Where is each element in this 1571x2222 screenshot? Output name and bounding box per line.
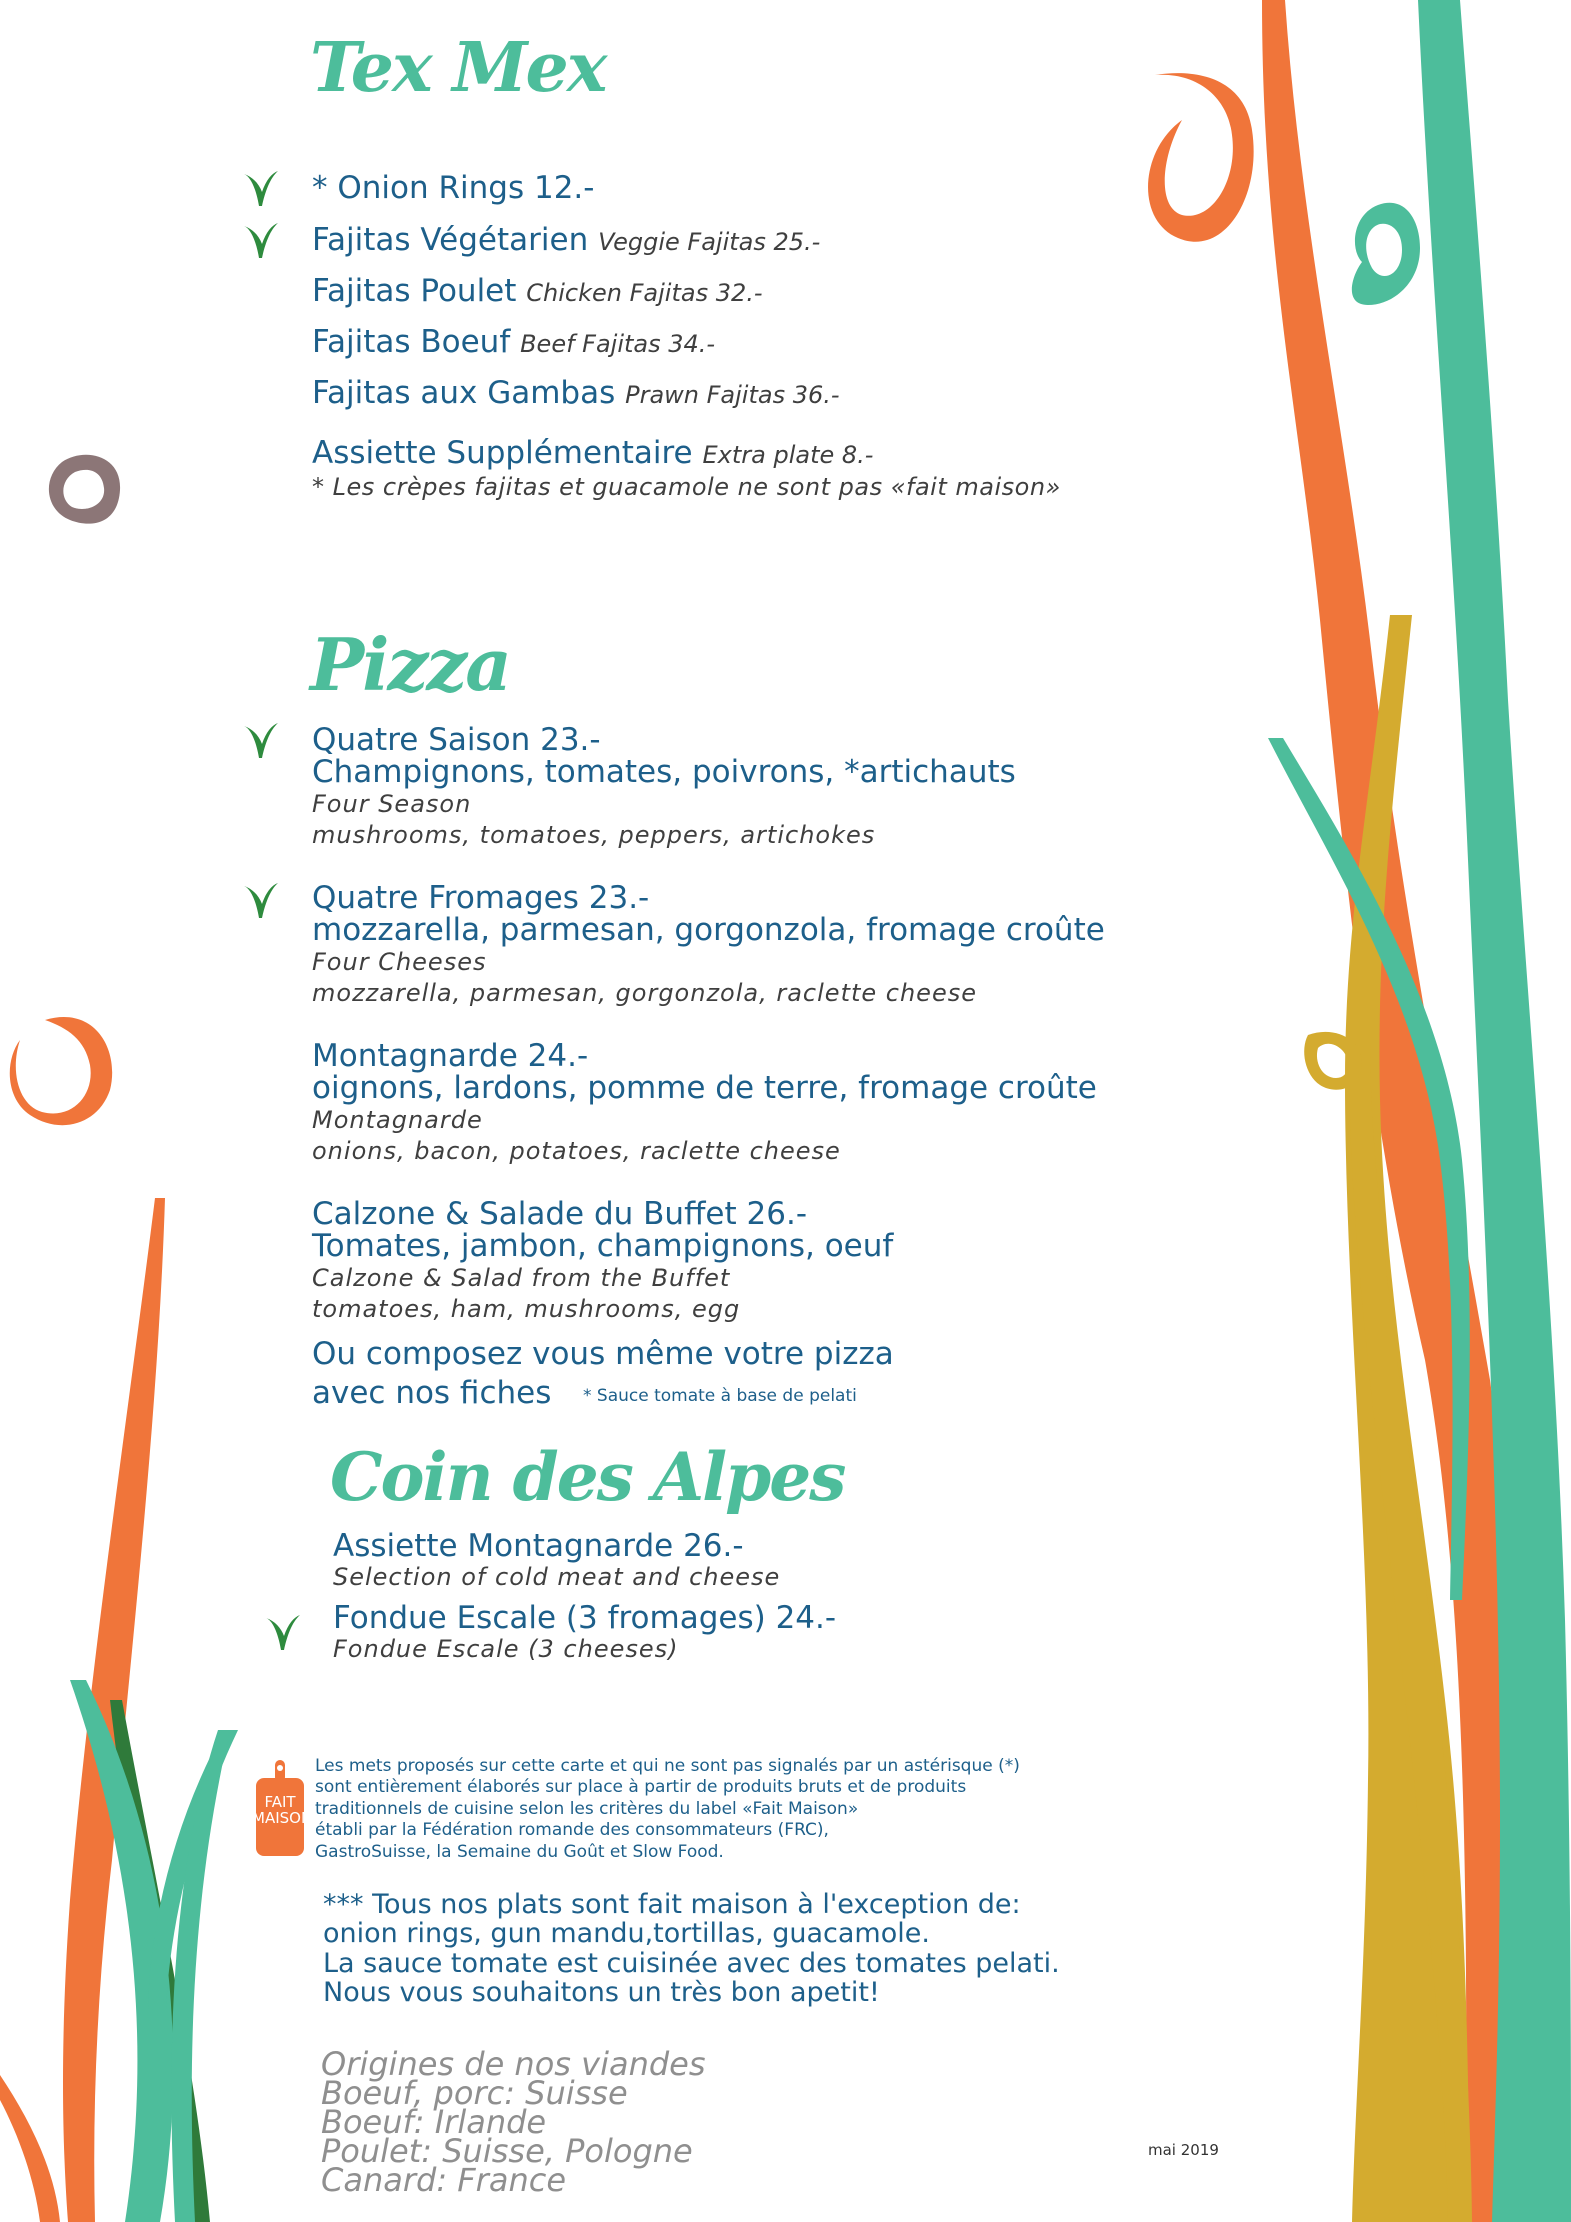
leaf-check-icon (242, 720, 280, 762)
pizza-english-ingredients: onions, bacon, potatoes, raclette cheese (312, 1137, 841, 1165)
pizza-english-name: Four Cheeses (312, 948, 487, 976)
pizza-item (312, 722, 1016, 860)
item-name: * Onion Rings 12.- (312, 170, 595, 206)
meat-origin-title: Origines de nos viandes (321, 2045, 706, 2083)
menu-item (312, 170, 594, 206)
meat-origin-line: Boeuf: Irlande (321, 2103, 547, 2141)
fait-maison-line: établi par la Fédération romande des consommateurs (FRC), (315, 1820, 829, 1840)
fait-maison-badge-text: FAIT MAISON (252, 1793, 313, 1827)
meat-origin-line: Boeuf, porc: Suisse (321, 2074, 628, 2112)
pizza-english-ingredients: mushrooms, tomatoes, peppers, artichokes (312, 821, 876, 849)
alpes-item-english: Fondue Escale (3 cheeses) (333, 1635, 679, 1663)
item-name: Fajitas Poulet (312, 273, 517, 309)
item-english: Extra plate 8.- (702, 441, 874, 469)
item-name: Assiette Supplémentaire (312, 435, 693, 471)
pizza-english-ingredients: tomatoes, ham, mushrooms, egg (312, 1295, 741, 1323)
item-english: Beef Fajitas 34.- (520, 330, 716, 358)
pizza-name: Montagnarde 24.- (312, 1038, 589, 1074)
menu-date: mai 2019 (1148, 2141, 1219, 2159)
house-made-note: La sauce tomate est cuisinée avec des tomates pelati. (323, 1948, 1060, 1979)
pizza-ingredients: mozzarella, parmesan, gorgonzola, fromage croûte (312, 912, 1105, 948)
house-made-note: onion rings, gun mandu,tortillas, guacamole. (323, 1918, 930, 1949)
fait-maison-line: Les mets proposés sur cette carte et qui ne sont pas signalés par un astérisque (*) (315, 1756, 1020, 1776)
pizza-english-name: Four Season (312, 790, 472, 818)
alpes-item-english: Selection of cold meat and cheese (333, 1563, 781, 1591)
pizza-name: Calzone & Salade du Buffet 26.- (312, 1196, 808, 1232)
pizza-item (312, 1196, 893, 1334)
fait-maison-line: traditionnels de cuisine selon les critères du label «Fait Maison» (315, 1799, 859, 1819)
menu-item (312, 375, 840, 413)
section-title-pizza: Pizza (310, 622, 510, 707)
house-made-note: Nous vous souhaitons un très bon apetit! (323, 1977, 880, 2008)
item-english: Veggie Fajitas 25.- (598, 228, 821, 256)
item-name: Fajitas aux Gambas (312, 375, 616, 411)
leaf-check-icon (264, 1612, 302, 1654)
meat-origin-line: Canard: France (321, 2161, 566, 2199)
pizza-item (312, 880, 1105, 1018)
pizza-english-name: Calzone & Salad from the Buffet (312, 1264, 731, 1292)
item-english: Chicken Fajitas 32.- (526, 279, 763, 307)
menu-item (312, 273, 763, 311)
fait-maison-line: GastroSuisse, la Semaine du Goût et Slow Food. (315, 1842, 724, 1862)
alpes-item-name: Assiette Montagnarde 26.- (333, 1528, 744, 1564)
pizza-name: Quatre Saison 23.- (312, 722, 601, 758)
pizza-name: Quatre Fromages 23.- (312, 880, 650, 916)
section-title-texmex: Tex Mex (310, 28, 606, 108)
item-name: Fajitas Végétarien (312, 222, 589, 258)
item-name: Fajitas Boeuf (312, 324, 511, 360)
alpes-item-name: Fondue Escale (3 fromages) 24.- (333, 1600, 837, 1636)
menu-item-extra (312, 435, 873, 473)
pizza-english-ingredients: mozzarella, parmesan, gorgonzola, raclette cheese (312, 979, 977, 1007)
leaf-check-icon (242, 880, 280, 922)
menu-item (312, 222, 820, 260)
sauce-note: * Sauce tomate à base de pelati (583, 1386, 857, 1406)
pizza-ingredients: Champignons, tomates, poivrons, *artichauts (312, 754, 1016, 790)
pizza-item (312, 1038, 1097, 1176)
compose-pizza-line1: Ou composez vous même votre pizza (312, 1336, 894, 1372)
item-english: Prawn Fajitas 36.- (625, 381, 840, 409)
pizza-ingredients: Tomates, jambon, champignons, oeuf (312, 1228, 894, 1264)
house-made-note: *** Tous nos plats sont fait maison à l'exception de: (323, 1889, 1021, 1920)
leaf-check-icon (242, 168, 280, 210)
pizza-english-name: Montagnarde (312, 1106, 483, 1134)
meat-origin-line: Poulet: Suisse, Pologne (321, 2132, 693, 2170)
pizza-ingredients: oignons, lardons, pomme de terre, fromage croûte (312, 1070, 1097, 1106)
texmex-note: * Les crèpes fajitas et guacamole ne sont pas «fait maison» (312, 473, 1061, 501)
fait-maison-board-icon (252, 1760, 313, 1858)
section-title-alpes: Coin des Alpes (330, 1438, 845, 1516)
compose-pizza-line2: avec nos fiches (312, 1375, 552, 1411)
leaf-check-icon (242, 220, 280, 262)
menu-item (312, 324, 715, 362)
fait-maison-line: sont entièrement élaborés sur place à partir de produits bruts et de produits (315, 1777, 967, 1797)
